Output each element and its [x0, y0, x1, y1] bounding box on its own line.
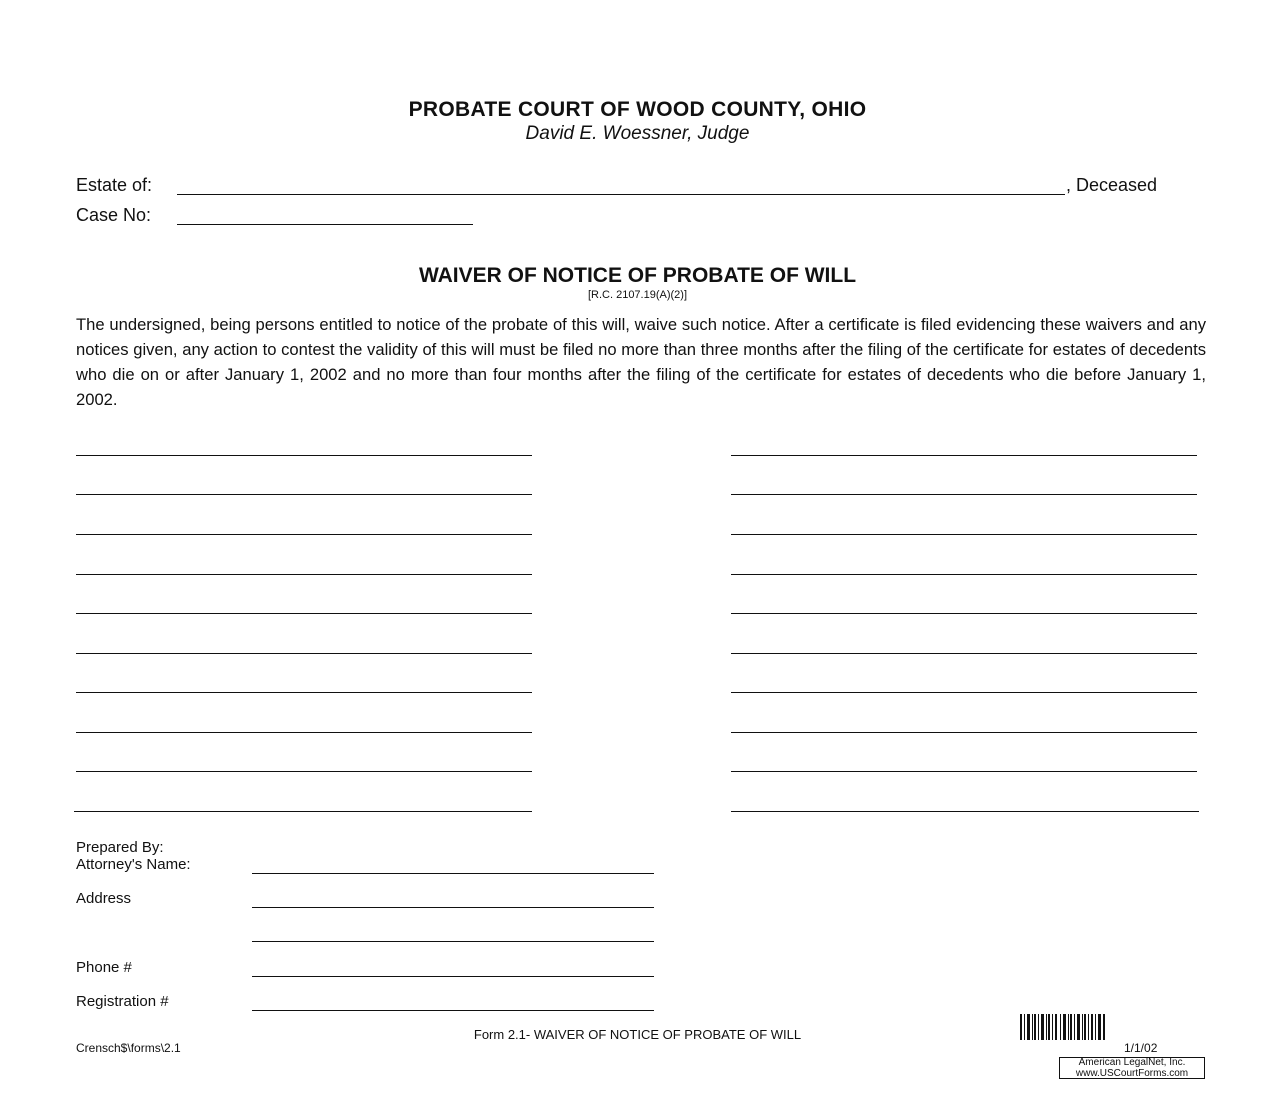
signature-line-right-5[interactable] [731, 613, 1197, 614]
waiver-body-text: The undersigned, being persons entitled to notice of the probate of this will, waive such notice. After a certificate is filed evidencing these waivers and any notices given, any action to contest the validity of this will must be filed no more than three months after the filing of the certificate for estates of decedents who die on or after January 1, 2002 and no more than four months after the filing of the certificate for estates of decedents who die before January 1, 2002. [76, 315, 1206, 409]
signature-line-left-10[interactable] [74, 811, 532, 812]
publisher-stamp [1059, 1057, 1205, 1079]
signature-line-right-8[interactable] [731, 732, 1197, 733]
footer-file-path: Crensch$\forms\2.1 [76, 1041, 181, 1055]
signature-line-left-7[interactable] [76, 692, 532, 693]
address-field-line-2[interactable] [252, 941, 654, 942]
signature-line-right-10[interactable] [731, 811, 1199, 812]
footer-form-name: Form 2.1- WAIVER OF NOTICE OF PROBATE OF WILL [473, 1027, 802, 1042]
registration-label: Registration # [76, 993, 169, 1010]
footer-date: 1/1/02 [1124, 1041, 1158, 1055]
statute-reference: [R.C. 2107.19(A)(2)] [587, 289, 688, 301]
barcode-icon [1020, 1014, 1106, 1040]
signature-line-right-4[interactable] [731, 574, 1197, 575]
publisher-url[interactable]: www.USCourtForms.com [1075, 1067, 1189, 1079]
prepared-by-heading: Prepared By: [76, 839, 164, 856]
address-field-line-1[interactable] [252, 907, 654, 908]
estate-name-field[interactable] [177, 194, 1065, 195]
signature-line-left-5[interactable] [76, 613, 532, 614]
signature-line-right-1[interactable] [731, 455, 1197, 456]
signature-line-left-6[interactable] [76, 653, 532, 654]
signature-line-right-2[interactable] [731, 494, 1197, 495]
court-title: PROBATE COURT OF WOOD COUNTY, OHIO [408, 98, 867, 121]
phone-label: Phone # [76, 959, 132, 976]
publisher-name: American LegalNet, Inc. [1078, 1057, 1186, 1068]
case-no-field[interactable] [177, 224, 473, 225]
signature-line-left-9[interactable] [76, 771, 532, 772]
address-label: Address [76, 890, 132, 907]
attorney-name-field[interactable] [252, 873, 654, 874]
judge-name: David E. Woessner, Judge [525, 123, 750, 144]
signature-line-left-1[interactable] [76, 455, 532, 456]
deceased-label: , Deceased [1066, 175, 1158, 195]
estate-label: Estate of: [76, 175, 153, 195]
signature-line-right-7[interactable] [731, 692, 1197, 693]
phone-field[interactable] [252, 976, 654, 977]
signature-line-left-2[interactable] [76, 494, 532, 495]
case-no-label: Case No: [76, 205, 152, 225]
registration-field[interactable] [252, 1010, 654, 1011]
signature-line-left-8[interactable] [76, 732, 532, 733]
signature-line-right-3[interactable] [731, 534, 1197, 535]
form-title: WAIVER OF NOTICE OF PROBATE OF WILL [418, 264, 857, 287]
signature-line-right-9[interactable] [731, 771, 1197, 772]
attorney-name-label: Attorney's Name: [76, 856, 191, 873]
signature-line-right-6[interactable] [731, 653, 1197, 654]
signature-line-left-4[interactable] [76, 574, 532, 575]
signature-line-left-3[interactable] [76, 534, 532, 535]
